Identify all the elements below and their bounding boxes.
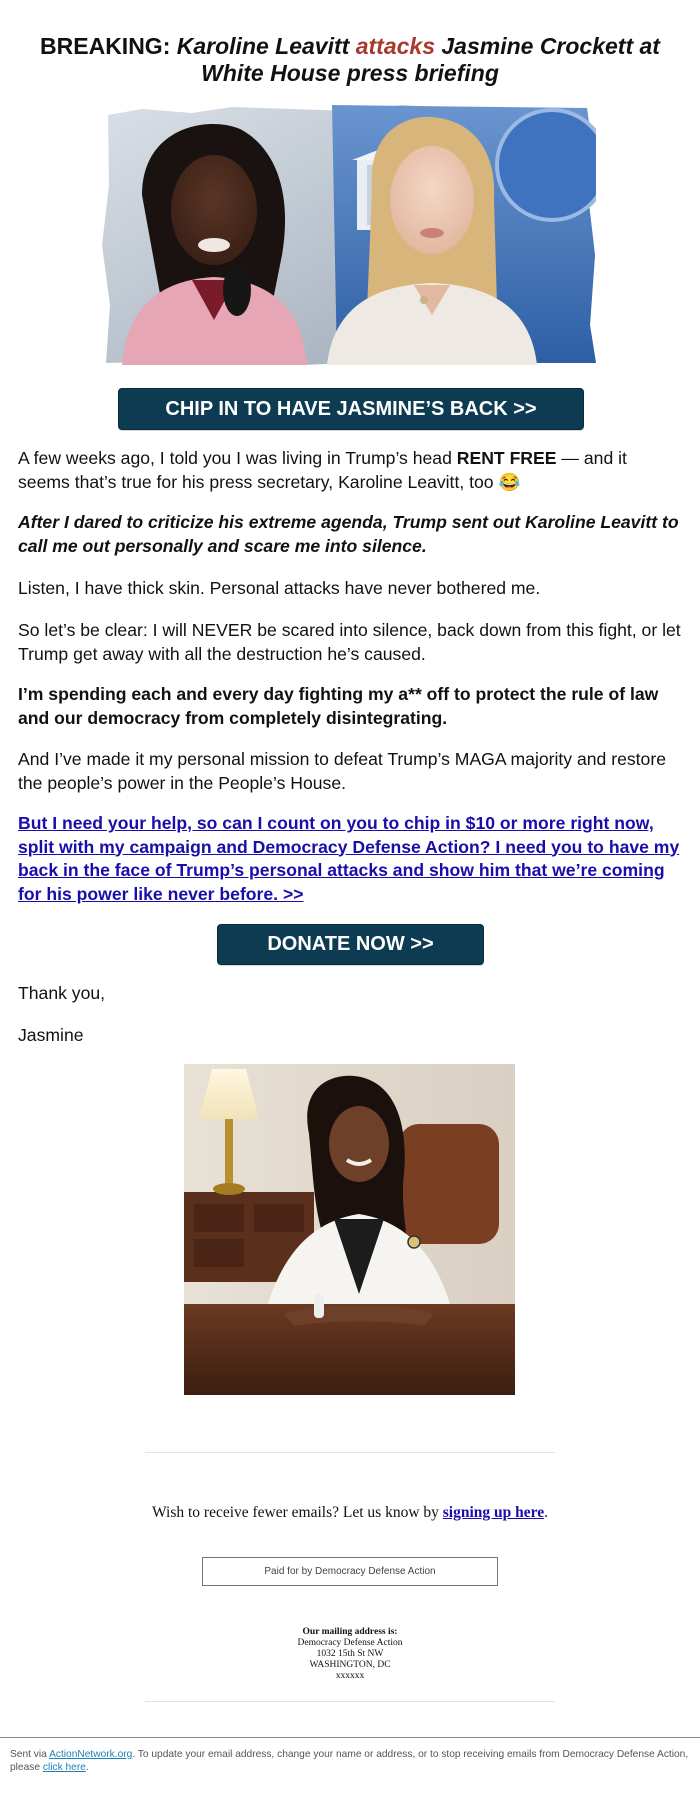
divider <box>145 1701 555 1702</box>
headline-red-word: attacks <box>355 33 435 59</box>
fewer-emails-note <box>0 1504 700 1522</box>
paragraph-mission <box>18 748 682 795</box>
unsubscribe-link[interactable]: click here <box>42 1762 86 1773</box>
portrait-image[interactable] <box>184 1064 515 1395</box>
mailing-label: Our mailing address is: <box>302 1627 398 1637</box>
laughing-emoji-icon: 😂 <box>498 471 521 492</box>
signoff-text: Thank you, <box>18 983 106 1003</box>
chip-in-button[interactable]: CHIP IN TO HAVE JASMINE’S BACK >> <box>118 388 584 430</box>
p3-text: Listen, I have thick skin. Personal attacks have never bothered me. <box>18 578 541 598</box>
paragraph-thick-skin <box>18 577 682 601</box>
actionnetwork-link[interactable]: ActionNetwork.org <box>49 1749 133 1760</box>
footer-sent-via <box>10 1748 690 1774</box>
paragraph-never-scared <box>18 619 682 666</box>
donate-now-button[interactable]: DONATE NOW >> <box>217 924 484 965</box>
p1-bold: RENT FREE <box>456 448 557 468</box>
headline-part2: Jasmine Crockett at White House press briefing <box>201 33 660 86</box>
donation-ask-link[interactable]: But I need your help, so can I count on you to chip in $10 or more right now, split with my campaign and Democracy Defense Action? I need you to have my back in the face of Trump’s personal attacks and show him that we’re coming for his power like never before. >> <box>18 813 680 904</box>
mailing-city: WASHINGTON, DC <box>309 1660 391 1670</box>
mailing-street: 1032 15th St NW <box>316 1649 384 1659</box>
signoff <box>18 982 682 1006</box>
headline-part1: Karoline Leavitt <box>176 33 356 59</box>
signing-up-link[interactable]: signing up here <box>442 1504 545 1521</box>
p1-text-a: A few weeks ago, I told you I was living in Trump’s head <box>18 448 457 468</box>
headline-prefix: BREAKING: <box>40 33 177 59</box>
p1-text-b: — and it seems that’s true for his press secretary, Karoline Leavitt, too <box>18 448 627 492</box>
paragraph-ask <box>18 812 682 906</box>
p2-text: After I dared to criticize his extreme agenda, Trump sent out Karoline Leavitt to call me out personally and scare me into silence. <box>18 512 679 556</box>
signature <box>18 1024 682 1048</box>
p5-text: I’m spending each and every day fighting my a** off to protect the rule of law and our democracy from completely disintegrating. <box>18 684 659 728</box>
sent-end-text: . <box>85 1762 89 1773</box>
p4-text: So let’s be clear: I will NEVER be scared into silence, back down from this fight, or let Trump get away with all the destruction he’s caused. <box>18 620 681 664</box>
mailing-name: Democracy Defense Action <box>297 1638 403 1648</box>
signature-text: Jasmine <box>18 1025 84 1045</box>
paragraph-rent-free <box>18 447 682 494</box>
mailing-zip: xxxxxx <box>335 1671 365 1681</box>
sent-via-text: Sent via <box>10 1749 50 1760</box>
mailing-address <box>0 1627 700 1682</box>
p6-text: And I’ve made it my personal mission to defeat Trump’s MAGA majority and restore the people’s power in the People’s House. <box>18 749 666 793</box>
fewer-emails-text: Wish to receive fewer emails? Let us know by <box>152 1504 443 1521</box>
footer-divider <box>0 1737 700 1738</box>
hero-image[interactable] <box>102 105 596 365</box>
divider <box>145 1452 555 1453</box>
paragraph-fighting <box>18 683 682 730</box>
headline <box>0 0 700 87</box>
paragraph-criticize <box>18 511 682 558</box>
fewer-emails-end: . <box>544 1504 548 1521</box>
sent-mid-text: . To update your email address, change your name or address, or to stop receiving emails from Democracy Defense Action, please <box>10 1749 689 1773</box>
paid-for-box: Paid for by Democracy Defense Action <box>202 1557 498 1586</box>
